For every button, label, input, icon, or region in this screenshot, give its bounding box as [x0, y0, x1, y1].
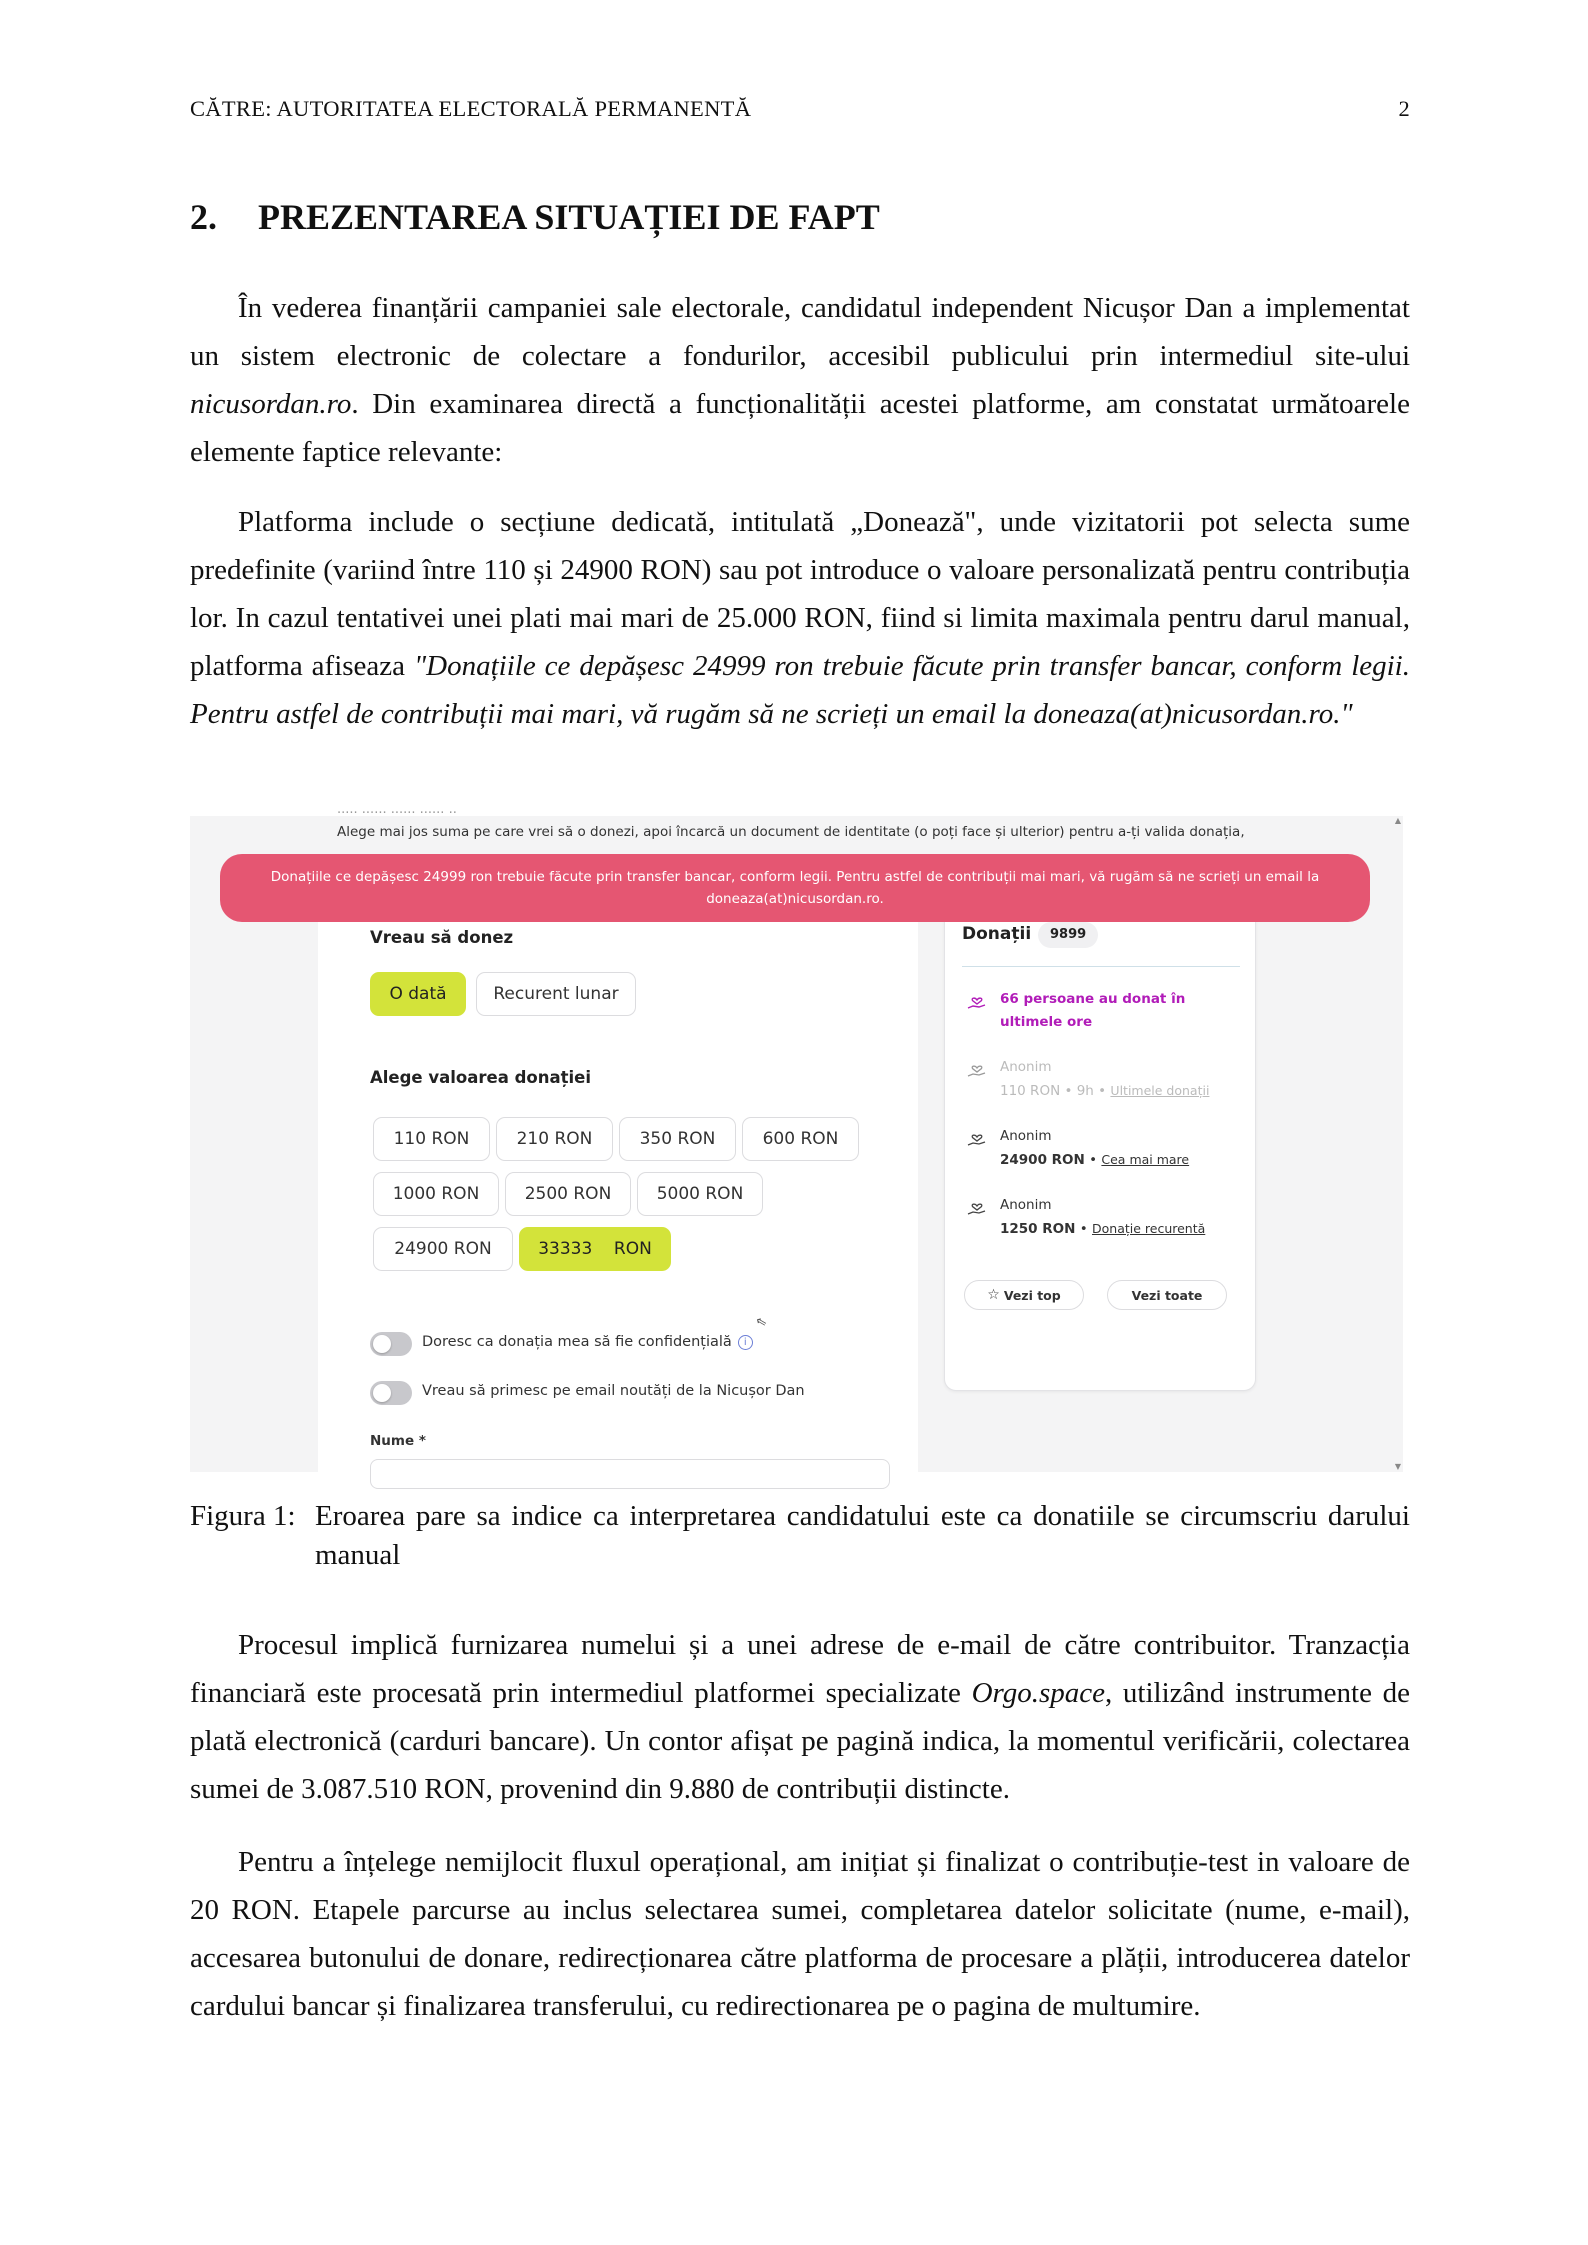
- name-field-label: Nume *: [370, 1433, 426, 1449]
- hand-icon: [966, 1129, 988, 1149]
- running-header: [190, 96, 1410, 126]
- scroll-down-icon[interactable]: ▼: [1394, 1462, 1401, 1471]
- figure-caption-text: Eroarea pare sa indice ca interpretarea candidatului este ca donatiile se circumscriu darului manual: [315, 1500, 1410, 1571]
- page-number: 2: [1398, 96, 1410, 121]
- donations-count-badge: 9899: [1038, 922, 1098, 948]
- donation-intro-text: Alege mai jos suma pe care vrei să o donezi, apoi încarcă un document de identitate (o poți face și ulterior) pentru a-ți valida donația,: [337, 824, 1245, 840]
- section-number: 2.: [190, 197, 217, 237]
- p3-text-end: , utilizând instrumente de plată electronică (carduri bancare). Un contor afișat pe pagină indica, la momentul verificării, colectarea sumei de 3.087.510 RON, provenind din 9.880 de contribuții distincte.: [190, 1677, 1410, 1805]
- confidential-toggle-label: [422, 1334, 753, 1350]
- figure-caption: [190, 1497, 1410, 1575]
- error-toast: Donațiile ce depășesc 24999 ron trebuie făcute prin transfer bancar, conform legii. Pentru astfel de contribuții mai mari, vă rugăm să ne scrieți un email la doneaza(at)nicusordan.ro.: [220, 854, 1370, 922]
- paragraph-1: [190, 284, 1410, 476]
- p3-text-start: Procesul implică furnizarea numelui și a unei adrese de e-mail de către contribuitor. Tranzacția financiară este procesată prin intermediul platformei specializate: [190, 1629, 1410, 1709]
- hand-icon: [966, 1060, 988, 1080]
- newsletter-toggle[interactable]: [370, 1381, 412, 1405]
- confidential-label-text: Doresc ca donația mea să fie confidențială: [422, 1334, 732, 1350]
- donation-entry: [1000, 1056, 1209, 1103]
- donor-name: Anonim: [1000, 1059, 1052, 1075]
- name-input[interactable]: [370, 1459, 890, 1489]
- divider: [962, 966, 1240, 967]
- cut-off-text: ····· ······ ······ ······ ··: [337, 806, 457, 821]
- amount-110-button[interactable]: 110 RON: [373, 1117, 490, 1161]
- platform-name: Orgo.space: [971, 1677, 1105, 1709]
- donor-meta: • 9h •: [1060, 1083, 1111, 1099]
- view-top-button[interactable]: [964, 1280, 1084, 1310]
- mouse-cursor-icon: ⇖: [754, 1313, 769, 1332]
- amount-210-button[interactable]: 210 RON: [496, 1117, 613, 1161]
- donation-page-screenshot: [190, 806, 1403, 1472]
- p4-text: Pentru a înțelege nemijlocit fluxul operațional, am inițiat și finalizat o contribuție-test in valoare de 20 RON. Etapele parcurse au inclus selectarea sumei, completarea datelor solicitate (nume, e-mail), accesarea butonului de donare, redirecționarea către platforma de procesare a plății, introducerea datelor cardului bancar și finalizarea transferului, cu redirectionarea pe o pagina de multumire.: [190, 1846, 1410, 2022]
- donor-amount: 110 RON: [1000, 1083, 1061, 1099]
- newsletter-toggle-label: Vreau să primesc pe email noutăți de la Nicușor Dan: [422, 1383, 805, 1399]
- heart-hand-icon: [966, 992, 988, 1012]
- section-heading: [190, 196, 880, 238]
- donor-amount: 1250 RON: [1000, 1221, 1076, 1237]
- p1-text-start: În vederea finanțării campaniei sale electorale, candidatul independent Nicușor Dan a implementat un sistem electronic de colectare a fondurilor, accesibil publicului prin intermediul site-ului: [190, 292, 1410, 372]
- figure-label: Figura 1:: [190, 1500, 296, 1532]
- donor-name: Anonim: [1000, 1197, 1052, 1213]
- amount-label: Alege valoarea donației: [370, 1068, 592, 1087]
- custom-amount-input[interactable]: 33333 RON: [519, 1227, 671, 1271]
- amount-600-button[interactable]: 600 RON: [742, 1117, 859, 1161]
- paragraph-3: [190, 1621, 1410, 1813]
- donor-tag[interactable]: Donație recurentă: [1092, 1221, 1206, 1236]
- info-icon[interactable]: i: [738, 1335, 753, 1350]
- donor-name: Anonim: [1000, 1128, 1052, 1144]
- donor-tag[interactable]: Ultimele donații: [1110, 1083, 1210, 1098]
- paragraph-2: [190, 498, 1410, 738]
- error-quote: "Donațiile ce depășesc 24999 ron trebuie făcute prin transfer bancar, conform legii. Pentru astfel de contribuții mai mari, vă rugăm să ne scrieți un email la doneaza(at)nicusordan.ro.": [190, 650, 1410, 730]
- donor-amount: 24900 RON: [1000, 1152, 1085, 1168]
- recent-donors-message: 66 persoane au donat în ultimele ore: [1000, 991, 1186, 1030]
- p1-text-end: . Din examinarea directă a funcționalității acestei platforme, am constatat următoarele elemente faptice relevante:: [190, 388, 1410, 468]
- hand-icon: [966, 1198, 988, 1218]
- donation-entry: [1000, 1194, 1205, 1241]
- p2-text: Platforma include o secțiune dedicată, intitulată „Donează", unde vizitatorii pot selecta sume predefinite (variind între 110 și 24900 RON) sau pot introduce o valoare personalizată pentru contribuția lor. In cazul tentativei unei plati mai mari de 25.000 RON, fiind si limita maximala pentru darul manual, platforma afiseaza: [190, 506, 1410, 682]
- donor-tag[interactable]: Cea mai mare: [1101, 1152, 1190, 1167]
- amount-1000-button[interactable]: 1000 RON: [373, 1172, 499, 1216]
- donations-title: Donații: [962, 924, 1032, 944]
- site-name: nicusordan.ro: [190, 388, 352, 420]
- amount-350-button[interactable]: 350 RON: [619, 1117, 736, 1161]
- donor-meta: •: [1075, 1221, 1092, 1237]
- running-title: CĂTRE: AUTORITATEA ELECTORALĂ PERMANENTĂ: [190, 96, 752, 121]
- donor-meta: •: [1084, 1152, 1102, 1168]
- view-top-label: Vezi top: [1003, 1287, 1061, 1303]
- amount-5000-button[interactable]: 5000 RON: [637, 1172, 763, 1216]
- section-title: PREZENTAREA SITUAȚIEI DE FAPT: [258, 197, 880, 237]
- paragraph-4: [190, 1838, 1410, 2030]
- view-all-button[interactable]: Vezi toate: [1107, 1280, 1227, 1310]
- donation-entry: [1000, 1125, 1189, 1172]
- frequency-once-button[interactable]: O dată: [370, 972, 466, 1016]
- star-icon: ☆: [987, 1287, 1000, 1303]
- scroll-up-icon[interactable]: ▲: [1394, 816, 1401, 825]
- amount-2500-button[interactable]: 2500 RON: [505, 1172, 631, 1216]
- frequency-monthly-button[interactable]: Recurent lunar: [476, 972, 636, 1016]
- amount-24900-button[interactable]: 24900 RON: [373, 1227, 513, 1271]
- confidential-toggle[interactable]: [370, 1332, 412, 1356]
- want-to-donate-label: Vreau să donez: [370, 928, 514, 947]
